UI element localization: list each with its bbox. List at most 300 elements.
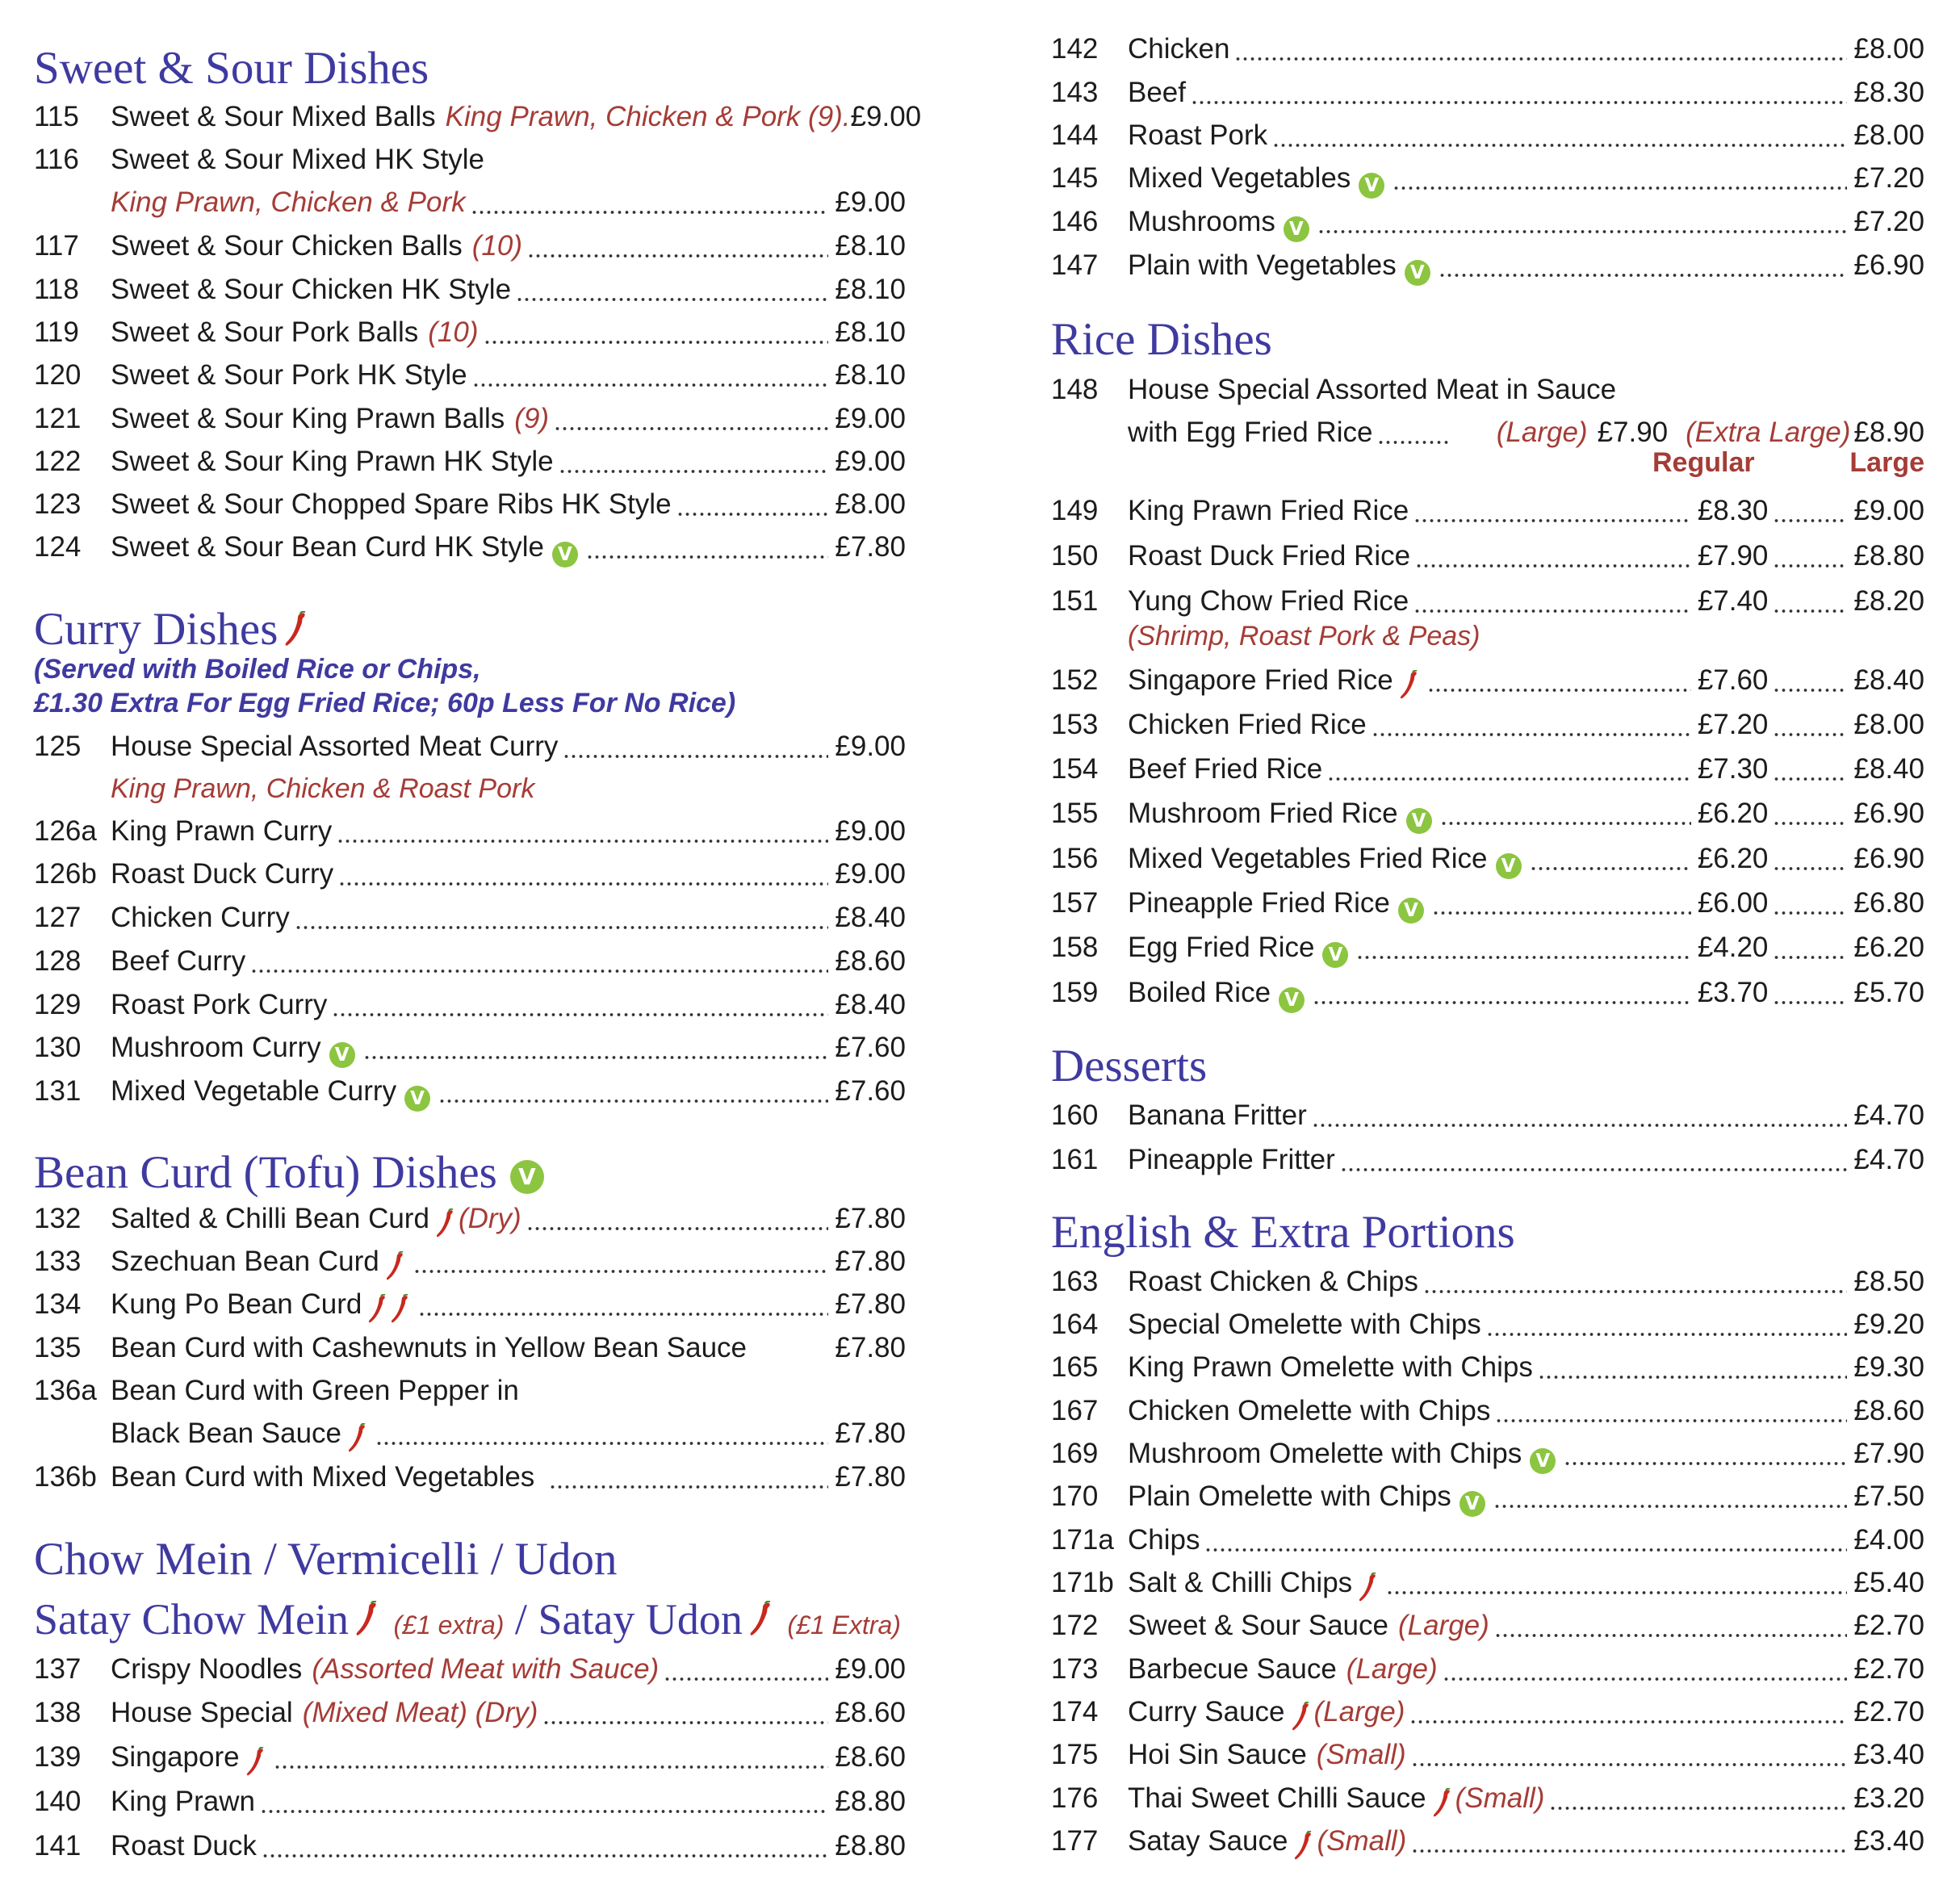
- item-name: Special Omelette with Chips: [1128, 1309, 1481, 1340]
- chili-pepper-icon: [284, 611, 308, 648]
- menu-item-145: [1051, 158, 1924, 199]
- item-number: 171a: [1051, 1524, 1114, 1556]
- menu-item-169: [1051, 1434, 1924, 1474]
- dot-leader: [1440, 794, 1691, 826]
- item-price: £4.00: [1853, 1524, 1924, 1556]
- chili-pepper-icon: [348, 1423, 367, 1454]
- item-number: 133: [34, 1246, 82, 1277]
- menu-item-118: [34, 270, 906, 310]
- menu-item-130: [34, 1028, 906, 1068]
- satay-udon-note: (£1 Extra): [787, 1610, 901, 1640]
- item-name: Roast Duck Fried Rice: [1128, 540, 1411, 572]
- vegetarian-v-icon: V: [1284, 216, 1309, 242]
- menu-item-160: [1051, 1095, 1924, 1136]
- item-note: (Small): [1316, 1739, 1406, 1770]
- item-number: 157: [1051, 887, 1099, 919]
- dot-leader: [413, 1242, 829, 1274]
- dot-leader: [295, 898, 829, 930]
- item-note: (Small): [1455, 1782, 1545, 1814]
- dot-leader: [1409, 1692, 1847, 1724]
- item-price: £8.80: [835, 1786, 906, 1817]
- dot-leader: [1413, 581, 1691, 614]
- item-name: Sweet & Sour Chicken HK Style: [111, 274, 512, 305]
- item-price: £2.70: [1853, 1653, 1924, 1685]
- item-price: £8.10: [835, 230, 906, 262]
- dot-leader: [1773, 660, 1847, 693]
- menu-item-176: [1051, 1778, 1924, 1819]
- item-price: £7.60: [835, 1032, 906, 1063]
- menu-item-147: [1051, 245, 1924, 286]
- item-note: (Large): [1313, 1696, 1405, 1728]
- chili-pepper-icon: [246, 1747, 266, 1778]
- item-number: 163: [1051, 1266, 1099, 1297]
- item-name: Pineapple Fritter: [1128, 1144, 1335, 1175]
- dot-leader: [549, 1457, 828, 1489]
- item-note: (Small): [1317, 1825, 1407, 1857]
- vegetarian-v-icon: V: [1322, 942, 1348, 968]
- menu-item-172: [1051, 1606, 1924, 1646]
- item-note: (Mixed Meat) (Dry): [302, 1697, 538, 1728]
- menu-item-136a-subline: [111, 1413, 906, 1454]
- item-note: King Prawn, Chicken & Pork (9).: [445, 101, 851, 132]
- item-price: £7.60: [835, 1075, 906, 1107]
- item-number: 125: [34, 731, 82, 762]
- vegetarian-v-icon: V: [1530, 1448, 1556, 1474]
- item-note: (Large): [1346, 1653, 1438, 1685]
- menu-item-148-subline: [1128, 413, 1924, 453]
- dot-leader: [332, 985, 828, 1017]
- menu-item-157: [1051, 883, 1924, 923]
- item-price: £8.00: [1853, 33, 1924, 65]
- item-number: 152: [1051, 664, 1099, 696]
- item-number: 116: [34, 144, 79, 175]
- menu-item-170: [1051, 1476, 1924, 1517]
- item-number: 132: [34, 1203, 82, 1234]
- menu-item-116: [34, 140, 906, 180]
- item-name: Beef Curry: [111, 945, 246, 977]
- item-price: £8.40: [835, 989, 906, 1020]
- chili-pepper-icon: [436, 1208, 455, 1239]
- dot-leader: [418, 1284, 828, 1317]
- item-price: £7.20: [1853, 206, 1924, 237]
- dot-leader: [1340, 1140, 1848, 1172]
- item-number: 131: [34, 1075, 82, 1107]
- menu-item-141: [34, 1826, 906, 1866]
- dot-leader: [1495, 1391, 1847, 1423]
- chowmein-title: Chow Mein / Vermicelli / Udon: [34, 1534, 618, 1585]
- menu-item-127: [34, 898, 906, 938]
- menu-item-125-note: King Prawn, Chicken & Roast Pork: [111, 773, 535, 804]
- item-name: Mushroom Curry: [111, 1032, 321, 1063]
- item-name: Sweet & Sour Mixed Balls: [111, 101, 436, 132]
- item-price: £8.60: [1853, 1395, 1924, 1426]
- menu-item-171a: [1051, 1520, 1924, 1560]
- menu-item-155: [1051, 794, 1924, 834]
- menu-item-143: [1051, 73, 1924, 113]
- item-number: 155: [1051, 798, 1099, 829]
- column-header-large: Large: [1849, 447, 1924, 478]
- dot-leader: [1486, 1305, 1848, 1337]
- satay-chow-mein-note: (£1 extra): [393, 1610, 505, 1640]
- item-price: £8.50: [1853, 1266, 1924, 1297]
- item-number: 175: [1051, 1739, 1099, 1770]
- dot-leader: [527, 226, 828, 258]
- item-name: Satay Sauce: [1128, 1825, 1288, 1857]
- dot-leader: [1317, 202, 1848, 234]
- vegetarian-v-icon: V: [552, 542, 578, 567]
- item-number: 156: [1051, 843, 1099, 874]
- item-name-cont: with Egg Fried Rice: [1128, 417, 1373, 448]
- item-price: £3.20: [1853, 1782, 1924, 1814]
- item-name: Curry Sauce: [1128, 1696, 1285, 1728]
- menu-item-175: [1051, 1735, 1924, 1775]
- item-price-regular: £7.60: [1697, 664, 1769, 696]
- item-number: 119: [34, 316, 79, 348]
- chili-pepper-icon: [368, 1294, 387, 1325]
- item-note: (Dry): [458, 1203, 521, 1234]
- item-name: King Prawn Omelette with Chips: [1128, 1351, 1533, 1383]
- item-name: Chicken: [1128, 33, 1230, 65]
- item-note: (Large): [1397, 1610, 1489, 1641]
- item-name: House Special: [111, 1697, 293, 1728]
- menu-item-117: [34, 226, 906, 266]
- item-price-regular: £7.20: [1697, 709, 1769, 740]
- menu-item-133: [34, 1242, 906, 1282]
- dot-leader: [1549, 1778, 1847, 1811]
- desserts-title: Desserts: [1051, 1041, 1208, 1091]
- dot-leader: [262, 1826, 829, 1858]
- menu-item-126a: [34, 811, 906, 852]
- menu-item-115: [34, 97, 922, 137]
- item-number: 169: [1051, 1438, 1099, 1469]
- item-price: £4.70: [1853, 1144, 1924, 1175]
- vegetarian-v-icon: V: [1398, 898, 1424, 923]
- dot-leader: [1773, 928, 1847, 960]
- chili-pepper-icon: [1359, 1573, 1378, 1603]
- dot-leader: [1773, 883, 1847, 915]
- dot-leader: [1327, 749, 1691, 781]
- dot-leader: [484, 312, 829, 345]
- dot-leader: [1191, 73, 1847, 105]
- chili-pepper-icon: [355, 1601, 379, 1638]
- item-price: £3.40: [1853, 1739, 1924, 1770]
- dot-leader: [1773, 839, 1847, 871]
- item-note: (10): [471, 230, 523, 262]
- item-name: Sweet & Sour Chicken Balls: [111, 230, 463, 262]
- menu-item-153: [1051, 705, 1924, 745]
- item-number: 139: [34, 1741, 82, 1773]
- dot-leader: [554, 399, 828, 431]
- dot-leader: [260, 1782, 828, 1814]
- item-price: £8.30: [1853, 77, 1924, 108]
- english-extra-title: English & Extra Portions: [1051, 1207, 1515, 1258]
- item-number: 118: [34, 274, 79, 305]
- dot-leader: [1423, 1262, 1848, 1294]
- item-name: Bean Curd with Cashewnuts in Yellow Bean Sauce: [111, 1332, 747, 1363]
- item-name: Chicken Curry: [111, 902, 290, 933]
- dot-leader: [1272, 115, 1847, 148]
- menu-item-119: [34, 312, 906, 353]
- item-price-large: £6.90: [1853, 843, 1924, 874]
- menu-item-177: [1051, 1821, 1924, 1862]
- menu-item-120: [34, 355, 906, 396]
- dot-leader: [1773, 705, 1847, 737]
- dot-leader: [526, 1199, 829, 1231]
- dot-leader: [1538, 1347, 1848, 1380]
- dot-leader: [676, 484, 829, 517]
- item-name: Plain with Vegetables: [1128, 249, 1397, 281]
- item-price: £8.10: [835, 359, 906, 391]
- vegetarian-v-icon: V: [1359, 173, 1384, 199]
- item-number: 151: [1051, 585, 1099, 617]
- menu-item-163: [1051, 1262, 1924, 1302]
- curry-title: [34, 601, 312, 658]
- menu-item-116-subline: [111, 182, 906, 223]
- item-number: 135: [34, 1332, 82, 1363]
- item-name: Mixed Vegetable Curry: [111, 1075, 397, 1107]
- item-number: 165: [1051, 1351, 1099, 1383]
- item-note: (10): [428, 316, 479, 348]
- item-price: £9.30: [1853, 1351, 1924, 1383]
- item-number: 134: [34, 1288, 82, 1320]
- item-name: Mushroom Omelette with Chips: [1128, 1438, 1522, 1469]
- item-number: 150: [1051, 540, 1099, 572]
- item-name: Bean Curd with Green Pepper in: [111, 1375, 519, 1406]
- dot-leader: [375, 1413, 828, 1446]
- item-name: Kung Po Bean Curd: [111, 1288, 362, 1320]
- dot-leader: [1773, 794, 1847, 826]
- item-number: 126a: [34, 815, 97, 847]
- item-note: (Assorted Meat with Sauce): [312, 1653, 660, 1685]
- dot-leader: [1411, 1821, 1847, 1853]
- dot-leader: [1773, 581, 1847, 614]
- menu-item-152: [1051, 660, 1924, 701]
- extra-large-size-price: £8.90: [1853, 417, 1924, 448]
- menu-item-140: [34, 1782, 906, 1822]
- dot-leader: [1313, 973, 1691, 1005]
- dot-leader: [1773, 973, 1847, 1005]
- menu-item-136b: [34, 1457, 906, 1497]
- item-note: (9): [514, 403, 550, 434]
- dot-leader: [1564, 1434, 1847, 1466]
- item-price-regular: £7.40: [1697, 585, 1769, 617]
- item-name: Hoi Sin Sauce: [1128, 1739, 1307, 1770]
- item-number: 142: [1051, 33, 1099, 65]
- item-price-large: £8.20: [1853, 585, 1924, 617]
- item-name: Barbecue Sauce: [1128, 1653, 1337, 1685]
- menu-item-139: [34, 1737, 906, 1778]
- chili-pepper-icon: [749, 1601, 773, 1638]
- item-name: Mixed Vegetables: [1128, 162, 1351, 194]
- item-name: Sweet & Sour Pork Balls: [111, 316, 419, 348]
- chili-pepper-icon: [1294, 1831, 1313, 1862]
- dot-leader: [1443, 1649, 1848, 1682]
- item-price: £2.70: [1853, 1610, 1924, 1641]
- item-number: 144: [1051, 119, 1099, 151]
- dot-leader: [1393, 158, 1847, 191]
- item-number: 177: [1051, 1825, 1099, 1857]
- dot-leader: [1377, 413, 1451, 445]
- dot-leader: [1494, 1606, 1848, 1638]
- menu-item-126b: [34, 854, 906, 894]
- item-price: £8.60: [835, 1697, 906, 1728]
- item-number: 117: [34, 230, 79, 262]
- dot-leader: [559, 442, 829, 474]
- vegetarian-v-icon: V: [1405, 260, 1430, 286]
- satay-chow-mein-label: Satay Chow Mein: [34, 1595, 349, 1644]
- menu-item-167: [1051, 1391, 1924, 1431]
- item-name: Sweet & Sour Sauce: [1128, 1610, 1388, 1641]
- dot-leader: [1356, 928, 1690, 960]
- menu-item-149: [1051, 491, 1924, 531]
- dot-leader: [1411, 1735, 1848, 1767]
- menu-item-161: [1051, 1140, 1924, 1180]
- rice-title: Rice Dishes: [1051, 314, 1272, 365]
- menu-item-122: [34, 442, 906, 482]
- menu-item-156: [1051, 839, 1924, 879]
- menu-item-151: [1051, 581, 1924, 622]
- item-price: £8.10: [835, 274, 906, 305]
- item-name: Roast Pork: [1128, 119, 1268, 151]
- item-number: 126b: [34, 858, 97, 890]
- item-name: King Prawn: [111, 1786, 255, 1817]
- item-name: Sweet & Sour King Prawn HK Style: [111, 446, 554, 477]
- item-price: £9.00: [850, 101, 922, 132]
- item-number: 147: [1051, 249, 1099, 281]
- menu-item-125: [34, 727, 906, 767]
- menu-item-146: [1051, 202, 1924, 242]
- item-price: £4.70: [1853, 1099, 1924, 1131]
- item-price-regular: £7.90: [1697, 540, 1769, 572]
- item-number: 149: [1051, 495, 1099, 526]
- item-price: £7.80: [835, 1246, 906, 1277]
- item-price-large: £8.40: [1853, 753, 1924, 785]
- item-note: King Prawn, Chicken & Pork: [111, 186, 466, 218]
- menu-item-158: [1051, 928, 1924, 968]
- menu-item-134: [34, 1284, 906, 1325]
- vegetarian-v-icon: V: [329, 1042, 355, 1068]
- satay-udon-label: Satay Udon: [538, 1595, 743, 1644]
- item-price-regular: £7.30: [1697, 753, 1769, 785]
- item-price: £8.60: [835, 945, 906, 977]
- dot-leader: [274, 1737, 829, 1769]
- curry-subtitle-line-1: (Served with Boiled Rice or Chips,: [34, 654, 481, 685]
- chili-pepper-icon: [1400, 670, 1419, 701]
- item-price: £6.90: [1853, 249, 1924, 281]
- item-name: Roast Duck: [111, 1830, 257, 1862]
- item-name-cont: Black Bean Sauce: [111, 1418, 342, 1449]
- item-number: 171b: [1051, 1567, 1114, 1598]
- item-price: £8.00: [835, 488, 906, 520]
- menu-item-132: [34, 1199, 906, 1239]
- dot-leader: [1415, 536, 1691, 568]
- chili-pepper-icon: [386, 1251, 405, 1282]
- menu-item-123: [34, 484, 906, 525]
- item-price-large: £8.80: [1853, 540, 1924, 572]
- menu-item-151-note: (Shrimp, Roast Pork & Peas): [1128, 621, 1480, 651]
- item-price-regular: £4.20: [1697, 932, 1769, 963]
- item-number: 164: [1051, 1309, 1099, 1340]
- item-name: Roast Duck Curry: [111, 858, 334, 890]
- item-name: Beef: [1128, 77, 1186, 108]
- menu-item-138: [34, 1693, 906, 1733]
- item-number: 172: [1051, 1610, 1099, 1641]
- dot-leader: [1372, 705, 1691, 737]
- dot-leader: [1773, 536, 1847, 568]
- menu-item-154: [1051, 749, 1924, 789]
- item-number: 130: [34, 1032, 82, 1063]
- item-name: Szechuan Bean Curd: [111, 1246, 379, 1277]
- item-price-large: £6.20: [1853, 932, 1924, 963]
- menu-item-173: [1051, 1649, 1924, 1690]
- item-price-regular: £3.70: [1697, 977, 1769, 1008]
- curry-subtitle-line-2: £1.30 Extra For Egg Fried Rice; 60p Less For No Rice): [34, 688, 736, 718]
- dot-leader: [1439, 245, 1848, 278]
- item-number: 159: [1051, 977, 1099, 1008]
- item-price: £7.80: [835, 1461, 906, 1493]
- menu-item-142: [1051, 29, 1924, 69]
- item-price: £7.50: [1853, 1480, 1924, 1512]
- item-name: Roast Pork Curry: [111, 989, 328, 1020]
- dot-leader: [363, 1028, 829, 1060]
- item-number: 167: [1051, 1395, 1099, 1426]
- menu-item-128: [34, 941, 906, 982]
- item-name: Bean Curd with Mixed Vegetables: [111, 1461, 535, 1493]
- item-name: Plain Omelette with Chips: [1128, 1480, 1451, 1512]
- vegetarian-v-icon: V: [1460, 1491, 1485, 1517]
- item-number: 176: [1051, 1782, 1099, 1814]
- item-number: 122: [34, 446, 82, 477]
- item-name: Sweet & Sour King Prawn Balls: [111, 403, 505, 434]
- dot-leader: [1530, 839, 1691, 871]
- sweet-sour-title: Sweet & Sour Dishes: [34, 43, 429, 94]
- dot-leader: [438, 1071, 828, 1104]
- item-name: Chips: [1128, 1524, 1200, 1556]
- item-price: £7.80: [835, 1288, 906, 1320]
- menu-item-137: [34, 1649, 906, 1690]
- item-price: £3.40: [1853, 1825, 1924, 1857]
- dot-leader: [1386, 1563, 1847, 1595]
- item-number: 170: [1051, 1480, 1099, 1512]
- dot-leader: [1413, 491, 1691, 523]
- dot-leader: [337, 811, 828, 844]
- item-number: 160: [1051, 1099, 1099, 1131]
- menu-item-135: [34, 1328, 906, 1368]
- item-number: 140: [34, 1786, 82, 1817]
- menu-item-150: [1051, 536, 1924, 576]
- item-price: £9.20: [1853, 1309, 1924, 1340]
- menu-item-171b: [1051, 1563, 1924, 1603]
- item-price: £9.00: [835, 186, 906, 218]
- item-name: Sweet & Sour Chopped Spare Ribs HK Style: [111, 488, 672, 520]
- item-number: 115: [34, 101, 79, 132]
- item-number: 146: [1051, 206, 1099, 237]
- item-name: King Prawn Fried Rice: [1128, 495, 1409, 526]
- item-name: Thai Sweet Chilli Sauce: [1128, 1782, 1426, 1814]
- item-number: 123: [34, 488, 82, 520]
- menu-item-148: [1051, 370, 1924, 410]
- item-price: £7.80: [835, 1418, 906, 1449]
- item-name: Sweet & Sour Bean Curd HK Style: [111, 531, 544, 563]
- item-number: 145: [1051, 162, 1099, 194]
- item-number: 136a: [34, 1375, 97, 1406]
- item-price-regular: £6.20: [1697, 843, 1769, 874]
- menu-item-144: [1051, 115, 1924, 156]
- item-price-large: £5.70: [1853, 977, 1924, 1008]
- item-price: £8.40: [835, 902, 906, 933]
- item-price: £9.00: [835, 446, 906, 477]
- dot-leader: [516, 270, 828, 302]
